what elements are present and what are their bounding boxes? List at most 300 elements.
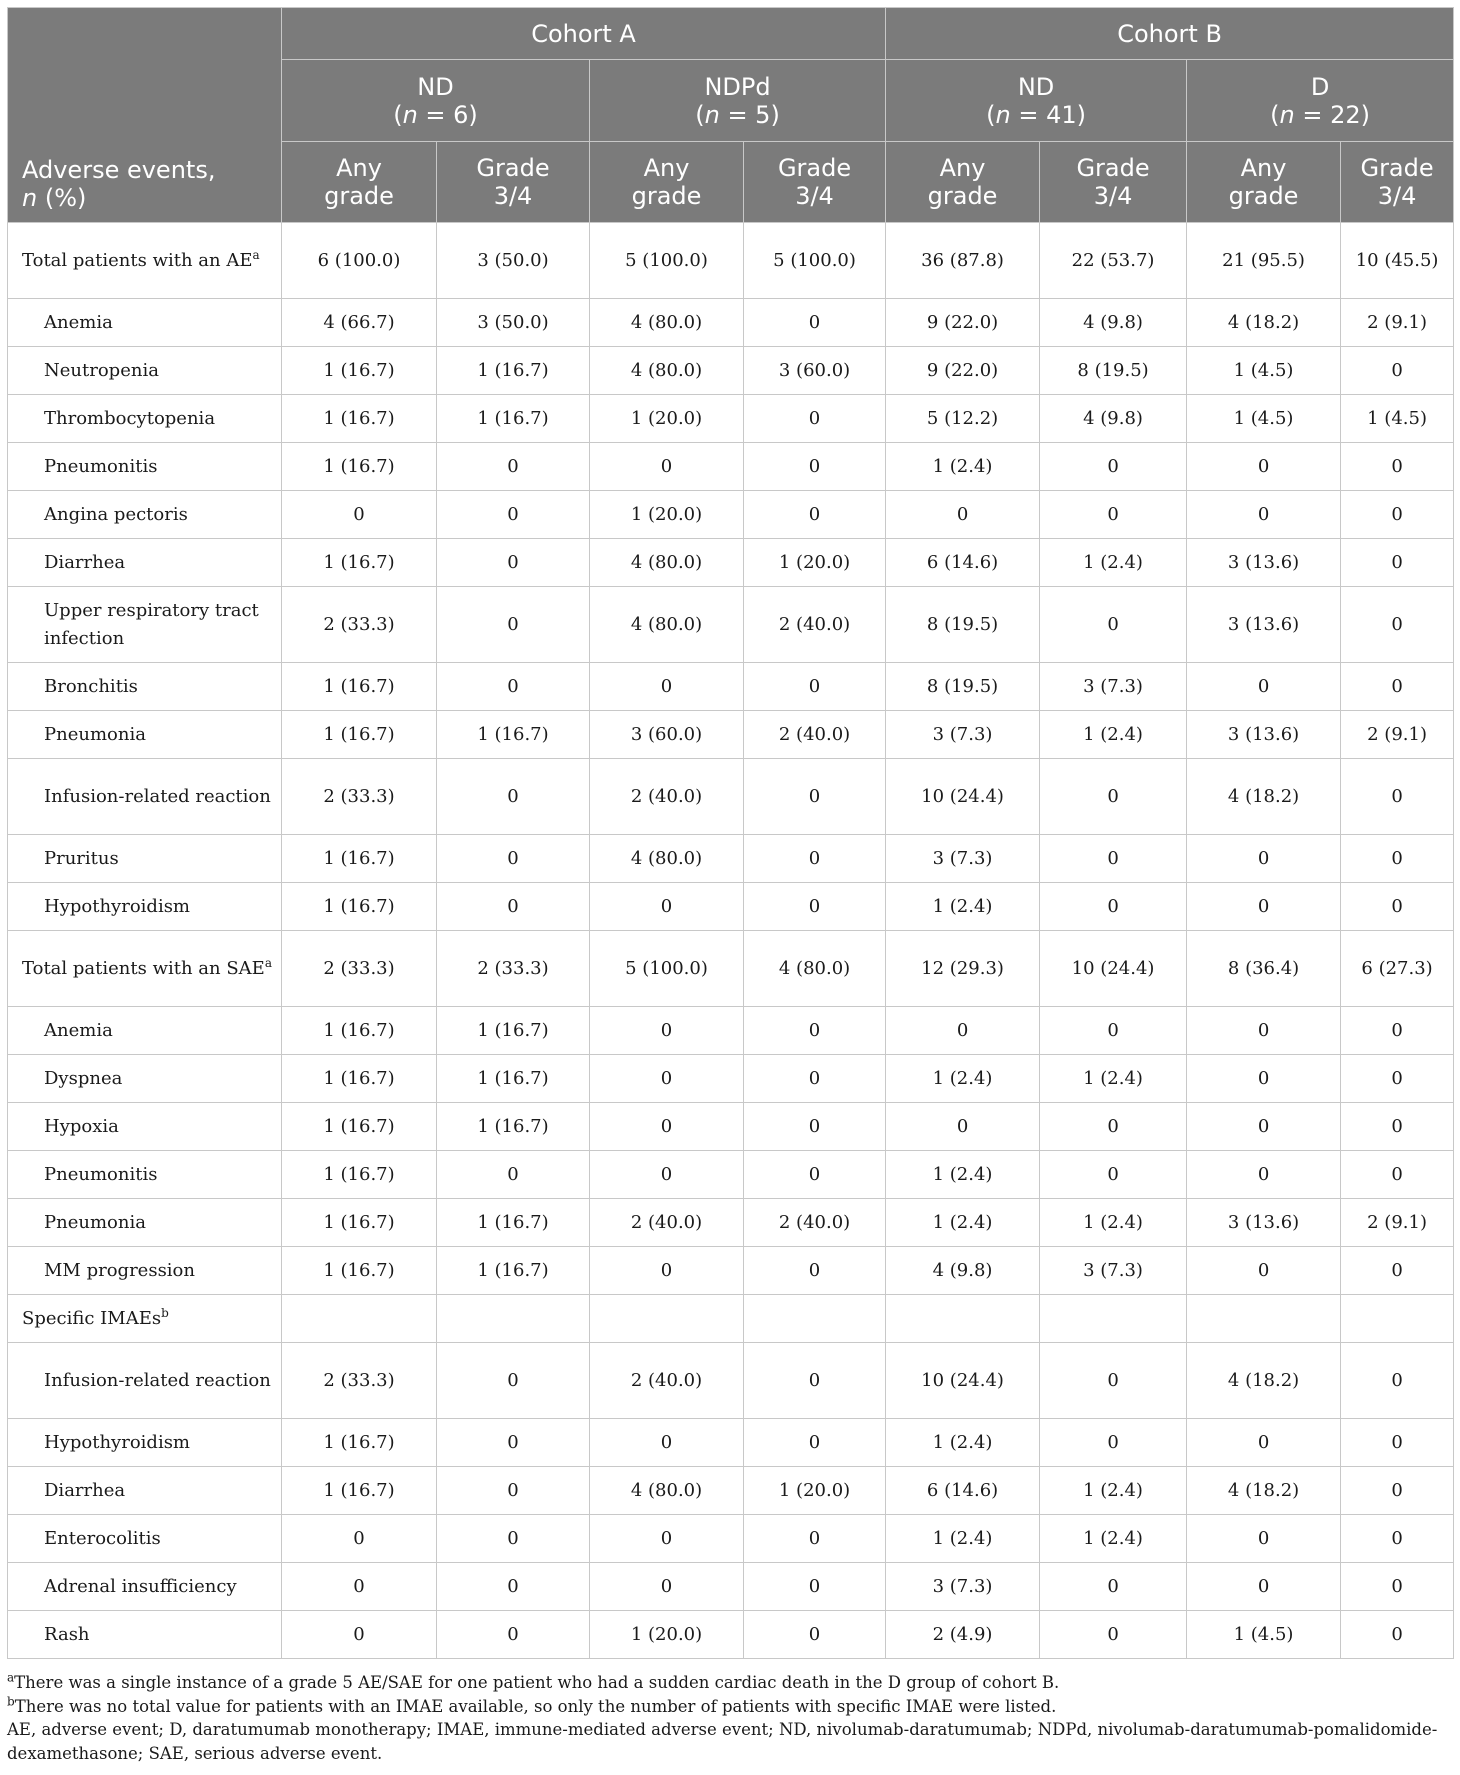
group-header-b-nd: ND (n = 41)	[886, 60, 1187, 142]
column-header-any-grade: Any grade	[282, 142, 437, 223]
table-cell: 0	[1341, 1563, 1454, 1611]
table-cell: 2 (40.0)	[744, 711, 886, 759]
table-cell: 0	[1040, 835, 1187, 883]
table-cell: 1 (16.7)	[437, 1007, 590, 1055]
table-cell: 0	[1040, 759, 1187, 835]
group-name: NDPd	[704, 72, 771, 101]
table-cell: 0	[1187, 1151, 1341, 1199]
row-label: Angina pectoris	[8, 491, 282, 539]
table-cell: 4 (18.2)	[1187, 1467, 1341, 1515]
adverse-events-table	[7, 7, 1454, 1659]
column-header-grade-3-4: Grade 3/4	[437, 142, 590, 223]
table-row	[8, 663, 1454, 711]
table-cell: 1 (4.5)	[1187, 395, 1341, 443]
table-cell: 2 (9.1)	[1341, 299, 1454, 347]
table-cell: 2 (40.0)	[590, 1199, 744, 1247]
table-cell: 8 (19.5)	[886, 587, 1040, 663]
table-cell: 1 (16.7)	[282, 1055, 437, 1103]
row-label: Pruritus	[8, 835, 282, 883]
table-cell: 0	[590, 443, 744, 491]
table-cell: 0	[1341, 1343, 1454, 1419]
table-cell: 1 (2.4)	[886, 443, 1040, 491]
table-cell: 0	[744, 1563, 886, 1611]
table-cell: 2 (33.3)	[437, 931, 590, 1007]
table-cell: 0	[1187, 1103, 1341, 1151]
table-cell: 1 (16.7)	[282, 1247, 437, 1295]
table-cell: 1 (16.7)	[282, 883, 437, 931]
row-label: Pneumonitis	[8, 443, 282, 491]
table-cell: 8 (19.5)	[1040, 347, 1187, 395]
table-row	[8, 1515, 1454, 1563]
row-label: Infusion-related reaction	[8, 759, 282, 835]
table-cell: 1 (2.4)	[886, 1515, 1040, 1563]
table-row	[8, 931, 1454, 1007]
table-cell: 0	[1341, 1247, 1454, 1295]
table-cell: 0	[1187, 1419, 1341, 1467]
table-cell: 0	[1040, 1151, 1187, 1199]
footnote-abbreviations: AE, adverse event; D, daratumumab monotherapy; IMAE, immune-mediated adverse event; ND, nivolumab-daratumumab; NDPd, nivolumab-daratumumab-pomalidomide-dexamethasone; SAE, serious adverse event.	[7, 1720, 1438, 1763]
table-container	[7, 7, 1453, 1659]
row-label: Hypoxia	[8, 1103, 282, 1151]
table-cell: 0	[590, 1247, 744, 1295]
table-cell: 0	[744, 1007, 886, 1055]
table-cell: 0	[1341, 1419, 1454, 1467]
table-cell: 1 (16.7)	[437, 1055, 590, 1103]
table-cell: 0	[1040, 587, 1187, 663]
table-cell: 3 (7.3)	[1040, 663, 1187, 711]
cohort-a-header: Cohort A	[282, 8, 886, 60]
table-cell: 3 (7.3)	[886, 711, 1040, 759]
row-label: Pneumonia	[8, 1199, 282, 1247]
table-cell: 1 (16.7)	[437, 347, 590, 395]
table-cell: 2 (9.1)	[1341, 711, 1454, 759]
table-cell: 5 (12.2)	[886, 395, 1040, 443]
row-label: Thrombocytopenia	[8, 395, 282, 443]
column-header-grade-3-4: Grade 3/4	[744, 142, 886, 223]
table-cell: 4 (80.0)	[590, 539, 744, 587]
table-cell: 9 (22.0)	[886, 347, 1040, 395]
table-cell	[282, 1295, 437, 1343]
table-cell: 1 (16.7)	[282, 663, 437, 711]
row-label: Diarrhea	[8, 539, 282, 587]
table-cell: 1 (16.7)	[437, 1247, 590, 1295]
table-cell: 0	[744, 1151, 886, 1199]
table-cell: 0	[1341, 587, 1454, 663]
table-row	[8, 1611, 1454, 1659]
group-header-b-d: D (n = 22)	[1187, 60, 1454, 142]
table-cell: 1 (16.7)	[282, 1199, 437, 1247]
table-cell: 0	[744, 883, 886, 931]
group-n-value: = 22)	[1294, 100, 1370, 129]
table-row	[8, 539, 1454, 587]
table-cell: 0	[744, 1611, 886, 1659]
table-cell: 2 (40.0)	[744, 587, 886, 663]
row-label: Anemia	[8, 1007, 282, 1055]
table-cell: 21 (95.5)	[1187, 223, 1341, 299]
table-cell: 2 (33.3)	[282, 1343, 437, 1419]
group-n-label: n	[402, 100, 418, 129]
table-row	[8, 443, 1454, 491]
table-cell: 2 (40.0)	[744, 1199, 886, 1247]
table-cell	[1187, 1295, 1341, 1343]
table-cell: 1 (2.4)	[886, 1151, 1040, 1199]
table-cell: 0	[1040, 1419, 1187, 1467]
table-cell: 1 (2.4)	[1040, 1199, 1187, 1247]
table-cell	[1341, 1295, 1454, 1343]
table-cell: 1 (16.7)	[282, 835, 437, 883]
table-cell: 2 (9.1)	[1341, 1199, 1454, 1247]
table-cell: 1 (16.7)	[282, 1419, 437, 1467]
table-cell: 4 (18.2)	[1187, 299, 1341, 347]
table-cell: 5 (100.0)	[590, 931, 744, 1007]
table-cell: 0	[744, 663, 886, 711]
table-cell: 0	[282, 491, 437, 539]
table-row	[8, 587, 1454, 663]
table-cell: 22 (53.7)	[1040, 223, 1187, 299]
table-row	[8, 1055, 1454, 1103]
table-cell: 0	[437, 587, 590, 663]
cohort-b-header: Cohort B	[886, 8, 1454, 60]
row-label: MM progression	[8, 1247, 282, 1295]
table-cell: 10 (24.4)	[1040, 931, 1187, 1007]
table-cell: 0	[1040, 1563, 1187, 1611]
table-cell: 10 (24.4)	[886, 759, 1040, 835]
table-cell: 0	[1040, 1343, 1187, 1419]
table-cell: 0	[1040, 1611, 1187, 1659]
table-cell: 0	[1341, 1151, 1454, 1199]
table-row	[8, 1199, 1454, 1247]
table-cell: 9 (22.0)	[886, 299, 1040, 347]
table-cell: 0	[437, 1611, 590, 1659]
table-cell: 0	[744, 1515, 886, 1563]
row-label: Neutropenia	[8, 347, 282, 395]
table-cell: 0	[437, 663, 590, 711]
table-cell: 1 (2.4)	[886, 1055, 1040, 1103]
table-cell: 0	[590, 1151, 744, 1199]
table-cell: 0	[590, 663, 744, 711]
table-cell: 10 (24.4)	[886, 1343, 1040, 1419]
row-label: Diarrhea	[8, 1467, 282, 1515]
group-header-a-nd: ND (n = 6)	[282, 60, 590, 142]
table-cell: 0	[1187, 1055, 1341, 1103]
table-row	[8, 835, 1454, 883]
table-cell: 12 (29.3)	[886, 931, 1040, 1007]
table-cell: 0	[744, 1055, 886, 1103]
column-header-grade-3-4: Grade 3/4	[1040, 142, 1187, 223]
row-label: Rash	[8, 1611, 282, 1659]
table-cell: 2 (33.3)	[282, 759, 437, 835]
table-cell: 1 (16.7)	[437, 395, 590, 443]
table-cell: 0	[437, 1343, 590, 1419]
table-cell: 8 (19.5)	[886, 663, 1040, 711]
table-cell: 4 (9.8)	[1040, 395, 1187, 443]
table-cell: 1 (20.0)	[744, 1467, 886, 1515]
table-cell: 3 (13.6)	[1187, 711, 1341, 759]
group-n-label: n	[1279, 100, 1295, 129]
table-cell: 2 (33.3)	[282, 931, 437, 1007]
column-header-adverse-events	[8, 8, 282, 223]
table-cell: 0	[1341, 1515, 1454, 1563]
table-cell: 0	[437, 1467, 590, 1515]
table-cell: 2 (40.0)	[590, 759, 744, 835]
table-row	[8, 1007, 1454, 1055]
table-cell: 3 (50.0)	[437, 299, 590, 347]
table-cell: 1 (16.7)	[282, 443, 437, 491]
column-header-any-grade: Any grade	[886, 142, 1040, 223]
table-cell: 0	[590, 1419, 744, 1467]
table-cell: 4 (66.7)	[282, 299, 437, 347]
table-cell: 3 (13.6)	[1187, 1199, 1341, 1247]
table-cell: 1 (16.7)	[282, 347, 437, 395]
table-cell: 0	[1040, 883, 1187, 931]
table-cell: 0	[437, 1151, 590, 1199]
table-cell: 4 (9.8)	[886, 1247, 1040, 1295]
table-cell: 1 (4.5)	[1187, 347, 1341, 395]
table-cell: 3 (13.6)	[1187, 587, 1341, 663]
table-cell: 0	[282, 1611, 437, 1659]
table-cell: 0	[1341, 491, 1454, 539]
table-cell: 0	[1341, 835, 1454, 883]
table-cell: 0	[744, 1419, 886, 1467]
table-footnotes	[7, 1671, 1453, 1765]
table-cell: 0	[744, 1343, 886, 1419]
table-cell: 1 (20.0)	[590, 1611, 744, 1659]
table-cell: 0	[1187, 1247, 1341, 1295]
table-cell: 0	[590, 1515, 744, 1563]
table-cell: 0	[1040, 1007, 1187, 1055]
table-cell: 0	[437, 883, 590, 931]
table-row	[8, 1343, 1454, 1419]
table-cell: 0	[590, 1007, 744, 1055]
table-cell: 0	[1187, 1007, 1341, 1055]
table-cell: 0	[1187, 883, 1341, 931]
table-row	[8, 395, 1454, 443]
table-row	[8, 347, 1454, 395]
column-header-grade-3-4: Grade 3/4	[1341, 142, 1454, 223]
table-cell: 1 (2.4)	[1040, 539, 1187, 587]
column-header-any-grade: Any grade	[1187, 142, 1341, 223]
table-cell: 0	[437, 759, 590, 835]
column-header-any-grade: Any grade	[590, 142, 744, 223]
group-n-label: n	[995, 100, 1011, 129]
table-cell: 0	[437, 835, 590, 883]
table-cell: 0	[1187, 443, 1341, 491]
table-row	[8, 883, 1454, 931]
row-label: Bronchitis	[8, 663, 282, 711]
table-row	[8, 759, 1454, 835]
table-cell: 0	[437, 1563, 590, 1611]
table-cell: 0	[282, 1563, 437, 1611]
table-cell: 0	[1187, 663, 1341, 711]
table-cell: 3 (7.3)	[886, 1563, 1040, 1611]
group-n-value: = 5)	[719, 100, 780, 129]
row-label: Hypothyroidism	[8, 883, 282, 931]
table-header	[8, 8, 1454, 223]
table-cell: 4 (80.0)	[590, 299, 744, 347]
table-row	[8, 1563, 1454, 1611]
table-cell: 4 (80.0)	[590, 835, 744, 883]
table-cell: 1 (16.7)	[437, 1103, 590, 1151]
table-cell	[1040, 1295, 1187, 1343]
table-cell	[886, 1295, 1040, 1343]
table-cell: 3 (60.0)	[590, 711, 744, 759]
table-cell: 0	[1341, 1611, 1454, 1659]
row-label: Upper respiratory tract infection	[8, 587, 282, 663]
table-cell: 1 (16.7)	[282, 1467, 437, 1515]
table-cell: 0	[744, 443, 886, 491]
table-cell: 1 (2.4)	[886, 1199, 1040, 1247]
row-label: Infusion-related reaction	[8, 1343, 282, 1419]
table-cell: 5 (100.0)	[744, 223, 886, 299]
row-label: Total patients with an SAE$^a$	[8, 931, 282, 1007]
table-cell: 1 (4.5)	[1341, 395, 1454, 443]
table-cell: 0	[1187, 1563, 1341, 1611]
table-cell: 0	[744, 1247, 886, 1295]
table-cell: 3 (50.0)	[437, 223, 590, 299]
table-cell: 3 (7.3)	[1040, 1247, 1187, 1295]
row-label: Pneumonia	[8, 711, 282, 759]
row-label: Total patients with an $AE^a$	[8, 223, 282, 299]
table-cell: 0	[744, 299, 886, 347]
table-cell: 1 (20.0)	[590, 491, 744, 539]
table-cell: 1 (2.4)	[1040, 1055, 1187, 1103]
table-cell: 0	[744, 395, 886, 443]
table-cell: 1 (16.7)	[282, 395, 437, 443]
group-name: ND	[417, 72, 454, 101]
table-cell: 1 (2.4)	[886, 883, 1040, 931]
row-label: Pneumonitis	[8, 1151, 282, 1199]
table-row	[8, 1295, 1454, 1343]
table-row	[8, 1467, 1454, 1515]
table-cell: 0	[437, 491, 590, 539]
table-cell: 4 (80.0)	[590, 347, 744, 395]
row-label: Anemia	[8, 299, 282, 347]
table-row	[8, 1151, 1454, 1199]
table-cell: 0	[744, 835, 886, 883]
table-cell	[437, 1295, 590, 1343]
footnote-b: $^b$There was no total value for patients with an IMAE available, so only the number of patients with specific IMAE were listed.	[7, 1694, 1057, 1716]
group-name: D	[1310, 72, 1330, 101]
row-label: Dyspnea	[8, 1055, 282, 1103]
table-cell: 6 (27.3)	[1341, 931, 1454, 1007]
table-cell: 1 (2.4)	[1040, 1515, 1187, 1563]
footnote-a: $^a$There was a single instance of a grade 5 AE/SAE for one patient who had a sudden cardiac death in the D group of cohort B.	[7, 1670, 1060, 1692]
table-cell: 0	[437, 539, 590, 587]
table-cell: 1 (16.7)	[282, 539, 437, 587]
table-cell: 0	[437, 1419, 590, 1467]
table-cell: 1 (16.7)	[437, 711, 590, 759]
table-cell: 0	[744, 759, 886, 835]
table-cell: 0	[437, 1515, 590, 1563]
table-cell: 0	[1187, 1515, 1341, 1563]
table-cell: 0	[1341, 663, 1454, 711]
row-label: Specific IMAEs$^b$	[8, 1295, 282, 1343]
row-label: Adrenal insufficiency	[8, 1563, 282, 1611]
table-cell: 1 (16.7)	[282, 711, 437, 759]
table-cell: 0	[437, 443, 590, 491]
table-cell: 3 (7.3)	[886, 835, 1040, 883]
table-cell: 1 (20.0)	[744, 539, 886, 587]
group-header-a-ndpd: NDPd (n = 5)	[590, 60, 886, 142]
table-cell: 6 (14.6)	[886, 1467, 1040, 1515]
table-cell: 0	[1341, 347, 1454, 395]
corner-n: n	[22, 184, 38, 212]
table-cell: 4 (80.0)	[744, 931, 886, 1007]
table-cell: 8 (36.4)	[1187, 931, 1341, 1007]
table-cell: 5 (100.0)	[590, 223, 744, 299]
table-cell: 0	[744, 491, 886, 539]
table-cell: 0	[744, 1103, 886, 1151]
table-cell: 1 (4.5)	[1187, 1611, 1341, 1659]
table-cell: 0	[590, 883, 744, 931]
table-cell: 3 (13.6)	[1187, 539, 1341, 587]
table-cell: 36 (87.8)	[886, 223, 1040, 299]
table-row	[8, 223, 1454, 299]
table-cell: 0	[1040, 443, 1187, 491]
table-cell: 0	[1040, 1103, 1187, 1151]
corner-line1: Adverse events,	[22, 156, 216, 184]
table-body	[8, 223, 1454, 1659]
table-cell: 0	[1187, 491, 1341, 539]
table-row	[8, 1247, 1454, 1295]
table-cell	[744, 1295, 886, 1343]
table-cell: 0	[1341, 1007, 1454, 1055]
group-n-value: = 6)	[417, 100, 478, 129]
corner-pct: (%)	[37, 184, 87, 212]
table-cell: 1 (20.0)	[590, 395, 744, 443]
table-cell: 2 (33.3)	[282, 587, 437, 663]
table-cell: 1 (16.7)	[437, 1199, 590, 1247]
table-cell: 0	[886, 1007, 1040, 1055]
row-label: Hypothyroidism	[8, 1419, 282, 1467]
table-row	[8, 711, 1454, 759]
table-cell: 1 (16.7)	[282, 1007, 437, 1055]
table-cell: 1 (2.4)	[886, 1419, 1040, 1467]
table-cell: 0	[886, 1103, 1040, 1151]
table-cell: 0	[1040, 491, 1187, 539]
table-row	[8, 1419, 1454, 1467]
table-cell: 4 (80.0)	[590, 1467, 744, 1515]
group-n-label: n	[704, 100, 720, 129]
table-cell: 0	[590, 1055, 744, 1103]
table-cell: 6 (100.0)	[282, 223, 437, 299]
table-cell: 2 (4.9)	[886, 1611, 1040, 1659]
table-cell: 1 (2.4)	[1040, 1467, 1187, 1515]
table-cell: 4 (18.2)	[1187, 759, 1341, 835]
table-cell: 2 (40.0)	[590, 1343, 744, 1419]
table-cell: 0	[1187, 835, 1341, 883]
table-cell: 4 (80.0)	[590, 587, 744, 663]
table-cell: 4 (9.8)	[1040, 299, 1187, 347]
table-cell	[590, 1295, 744, 1343]
table-cell: 10 (45.5)	[1341, 223, 1454, 299]
table-cell: 0	[1341, 1467, 1454, 1515]
table-row	[8, 1103, 1454, 1151]
table-cell: 0	[1341, 443, 1454, 491]
table-cell: 1 (16.7)	[282, 1151, 437, 1199]
table-cell: 0	[1341, 539, 1454, 587]
table-cell: 0	[1341, 883, 1454, 931]
table-cell: 4 (18.2)	[1187, 1343, 1341, 1419]
table-cell: 0	[282, 1515, 437, 1563]
table-cell: 6 (14.6)	[886, 539, 1040, 587]
table-cell: 0	[590, 1103, 744, 1151]
table-cell: 0	[1341, 1103, 1454, 1151]
table-cell: 0	[590, 1563, 744, 1611]
table-cell: 0	[1341, 759, 1454, 835]
table-cell: 3 (60.0)	[744, 347, 886, 395]
group-n-value: = 41)	[1010, 100, 1086, 129]
